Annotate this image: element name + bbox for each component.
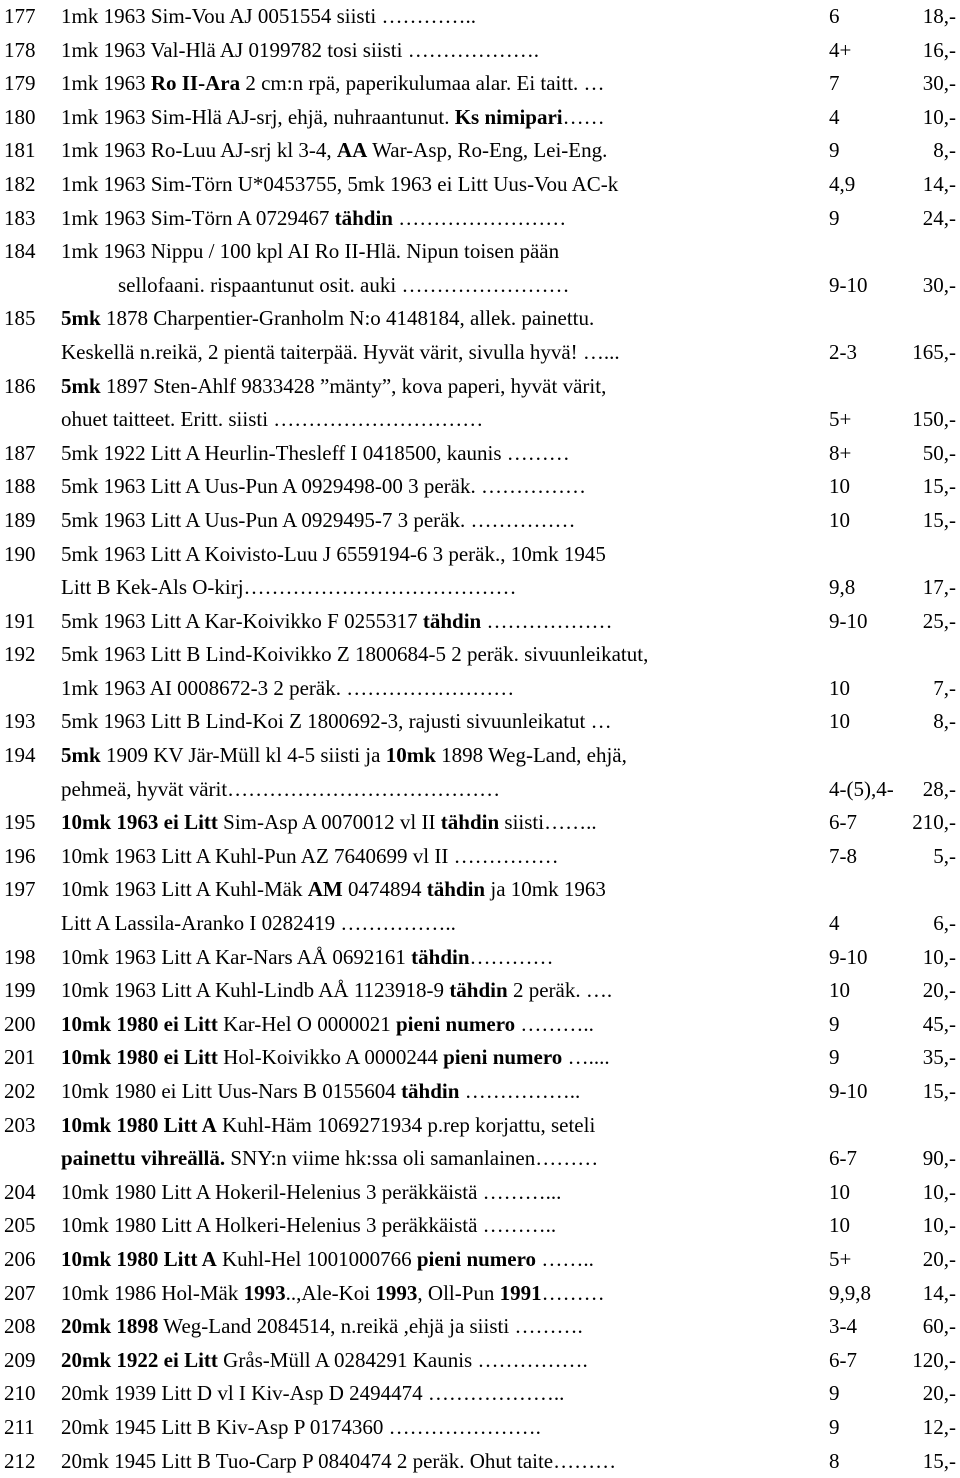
lot-description (61, 907, 456, 941)
catalog-line (0, 705, 960, 739)
price: 14,- (922, 1280, 956, 1305)
description-text: sellofaani. rispaantunut osit. auki …………………… (118, 272, 570, 297)
catalog-line (0, 1075, 960, 1109)
price: 20,- (922, 1246, 956, 1271)
condition-grade: 9 (829, 1414, 840, 1439)
condition-grade: 9 (829, 1045, 840, 1070)
catalog-line (0, 504, 960, 538)
lot-description (61, 437, 570, 471)
lot-description (61, 638, 648, 672)
condition-grade: 8+ (829, 440, 852, 465)
lot-description (61, 370, 606, 404)
catalog-line (0, 302, 960, 336)
catalog-line (0, 941, 960, 975)
description-text: 2 peräk. …. (507, 978, 613, 1003)
condition-grade: 6-7 (829, 810, 857, 835)
lot-number: 197 (4, 877, 36, 902)
condition-grade: 8 (829, 1448, 840, 1473)
description-text: 20mk 1939 Litt D vl I Kiv-Asp D 2494474 ……………….. (61, 1381, 565, 1406)
description-text: 1mk 1963 Val-Hlä AJ 0199782 tosi siisti ………………. (61, 37, 539, 62)
lot-number: 186 (4, 373, 36, 398)
description-text: …… (562, 104, 605, 129)
condition-grade: 2-3 (829, 339, 857, 364)
condition-grade: 9,8 (829, 575, 856, 600)
description-bold-text: 10mk 1980 ei Litt (61, 1011, 218, 1036)
description-text: , Oll-Pun (417, 1280, 500, 1305)
lot-number: 194 (4, 743, 36, 768)
description-text: ………… (469, 944, 554, 969)
catalog-line (0, 134, 960, 168)
description-text: Grås-Müll A 0284291 Kaunis ……………. (217, 1347, 588, 1372)
catalog-line (0, 34, 960, 68)
condition-grade: 7-8 (829, 843, 857, 868)
lot-description (61, 1142, 598, 1176)
price: 6,- (933, 911, 956, 936)
description-text: 1mk 1963 Sim-Törn A 0729467 (61, 205, 335, 230)
price: 18,- (922, 4, 956, 28)
description-bold-text: tähdin (401, 1079, 460, 1103)
lot-description (61, 1176, 561, 1210)
catalog-line (0, 370, 960, 404)
lot-description (61, 134, 607, 168)
catalog-line (0, 605, 960, 639)
description-bold-text: tähdin (449, 978, 508, 1003)
price: 10,- (922, 1213, 956, 1238)
description-text: Hol-Koivikko A 0000244 (217, 1045, 444, 1070)
price: 20,- (922, 1381, 956, 1406)
price: 90,- (922, 1146, 956, 1171)
description-bold-text: pieni numero (416, 1246, 537, 1271)
description-text: 5mk 1922 Litt A Heurlin-Thesleff I 0418500, kaunis ……… (61, 440, 570, 465)
price: 30,- (922, 272, 956, 297)
price: 15,- (922, 507, 956, 532)
condition-grade: 10 (829, 1213, 850, 1238)
price: 50,- (922, 440, 956, 465)
lot-description (61, 705, 612, 739)
lot-description (61, 302, 594, 336)
lot-description (61, 605, 612, 639)
description-bold-text: tähdin (426, 877, 486, 902)
price: 35,- (922, 1045, 956, 1070)
description-text: 5mk 1963 Litt B Lind-Koivikko Z 1800684-5 2 peräk. sivuunleikatut, (61, 642, 649, 667)
description-text: 1mk 1963 Sim-Törn U*0453755, 5mk 1963 ei Litt Uus-Vou AC-k (61, 171, 619, 196)
catalog-line (0, 974, 960, 1008)
description-bold-text: 5mk (61, 373, 101, 398)
lot-number: 192 (4, 642, 36, 667)
description-text: 1mk 1963 Nippu / 100 kpl AI Ro II-Hlä. Nipun toisen pään (61, 239, 560, 264)
lot-description (61, 1041, 610, 1075)
lot-number: 180 (4, 104, 36, 129)
lot-description (61, 336, 620, 370)
catalog-line (0, 907, 960, 941)
catalog-line (0, 1109, 960, 1143)
description-bold-text: AM (307, 877, 343, 902)
description-bold-text: 10mk 1980 Litt A (61, 1112, 217, 1137)
description-text: War-Asp, Ro-Eng, Lei-Eng. (367, 138, 608, 163)
description-bold-text: 10mk 1980 Litt A (61, 1246, 217, 1271)
description-text: 10mk 1963 Litt A Kuhl-Lindb AÅ 1123918-9 (61, 978, 450, 1003)
condition-grade: 10 (829, 675, 850, 700)
lot-description (61, 0, 476, 34)
condition-grade: 9 (829, 138, 840, 163)
condition-grade: 4+ (829, 37, 852, 62)
lot-number: 191 (4, 608, 36, 633)
lot-number: 190 (4, 541, 36, 566)
description-text: 5mk 1963 Litt A Uus-Pun A 0929498-00 3 peräk. …………… (61, 474, 586, 499)
lot-number: 202 (4, 1079, 36, 1103)
catalog-line (0, 202, 960, 236)
lot-description (61, 538, 606, 572)
description-bold-text: 10mk (385, 743, 436, 768)
price: 10,- (922, 1179, 956, 1204)
lot-number: 182 (4, 171, 36, 196)
description-text: 20mk 1945 Litt B Tuo-Carp P 0840474 2 peräk. Ohut taite……… (61, 1448, 617, 1473)
description-bold-text: 5mk (61, 743, 101, 768)
condition-grade: 5+ (829, 1246, 852, 1271)
catalog-line (0, 470, 960, 504)
description-text: ……….. (515, 1011, 594, 1036)
catalog-line (0, 336, 960, 370)
catalog-line (0, 1176, 960, 1210)
catalog-line (0, 1209, 960, 1243)
lot-description (61, 571, 517, 605)
description-bold-text: 20mk 1922 ei Litt (61, 1347, 218, 1372)
description-bold-text: pieni numero (443, 1045, 563, 1070)
lot-description (61, 1075, 580, 1109)
description-text: 10mk 1963 Litt A Kar-Nars AÅ 0692161 (61, 944, 412, 969)
lot-number: 189 (4, 507, 36, 532)
catalog-line (0, 67, 960, 101)
lot-description (61, 773, 500, 807)
description-bold-text: 10mk 1963 ei Litt (61, 810, 218, 835)
catalog-line (0, 403, 960, 437)
price: 30,- (922, 71, 956, 96)
catalog-line (0, 1344, 960, 1378)
catalog-line (0, 773, 960, 807)
lot-description (61, 806, 597, 840)
lot-number: 205 (4, 1213, 36, 1238)
description-bold-text: AA (336, 138, 368, 163)
price: 8,- (933, 138, 956, 163)
price: 45,- (922, 1011, 956, 1036)
lot-number: 198 (4, 944, 36, 969)
lot-number: 199 (4, 978, 36, 1003)
condition-grade: 9,9,8 (829, 1280, 871, 1305)
lot-description (61, 672, 514, 706)
lot-number: 210 (4, 1381, 36, 1406)
lot-number: 179 (4, 71, 36, 96)
catalog-line (0, 840, 960, 874)
catalog-line (0, 1142, 960, 1176)
condition-grade: 10 (829, 709, 850, 734)
lot-number: 212 (4, 1448, 36, 1473)
price: 210,- (912, 810, 956, 835)
description-bold-text: pieni numero (395, 1011, 516, 1036)
catalog-line (0, 672, 960, 706)
catalog-line (0, 1277, 960, 1311)
condition-grade: 9 (829, 1011, 840, 1036)
description-text: 20mk 1945 Litt B Kiv-Asp P 0174360 …………………. (61, 1414, 541, 1439)
description-text: 2 cm:n rpä, paperikulumaa alar. Ei taitt. … (240, 71, 605, 96)
description-bold-text: Ks nimipari (454, 104, 563, 129)
lot-description (61, 1310, 583, 1344)
catalog-line (0, 1008, 960, 1042)
description-text: siisti…….. (499, 810, 597, 835)
description-text: 10mk 1980 ei Litt Uus-Nars B 0155604 (61, 1079, 402, 1103)
description-text: Kuhl-Häm 1069271934 p.rep korjattu, seteli (216, 1112, 596, 1137)
description-text: ja 10mk 1963 (485, 877, 606, 902)
description-bold-text: 1993 (375, 1280, 418, 1305)
lot-number: 183 (4, 205, 36, 230)
lot-number: 187 (4, 440, 36, 465)
description-text: 10mk 1980 Litt A Holkeri-Helenius 3 peräkkäistä ……….. (61, 1213, 557, 1238)
price: 150,- (912, 407, 956, 432)
lot-description (61, 1209, 556, 1243)
lot-description (61, 1411, 541, 1445)
description-text: 1mk 1963 Sim-Hlä AJ-srj, ehjä, nuhraantunut. (61, 104, 455, 129)
price: 28,- (922, 776, 956, 801)
description-bold-text: 10mk 1980 ei Litt (61, 1045, 218, 1070)
lot-number: 203 (4, 1112, 36, 1137)
condition-grade: 4,9 (829, 171, 856, 196)
description-text: 1898 Weg-Land, ehjä, (435, 743, 627, 768)
lot-description (61, 67, 605, 101)
catalog-line (0, 1310, 960, 1344)
description-text: 10mk 1986 Hol-Mäk (61, 1280, 244, 1305)
description-bold-text: tähdin (422, 608, 482, 633)
lot-description (61, 739, 627, 773)
condition-grade: 4 (829, 104, 840, 129)
catalog-line (0, 638, 960, 672)
lot-description (61, 504, 576, 538)
lot-description (61, 168, 618, 202)
lot-description (61, 403, 483, 437)
condition-grade: 9 (829, 1381, 840, 1406)
catalog-line (0, 235, 960, 269)
condition-grade: 6-7 (829, 1347, 857, 1372)
catalog-line (0, 739, 960, 773)
description-text: 10mk 1963 Litt A Kuhl-Mäk (61, 877, 308, 902)
description-text: ……………… (481, 608, 613, 633)
lot-description (118, 269, 569, 303)
lot-number: 188 (4, 474, 36, 499)
description-text: Keskellä n.reikä, 2 pientä taiterpää. Hyvät värit, sivulla hyvä! …... (61, 339, 620, 364)
description-text: 5mk 1963 Litt A Uus-Pun A 0929495-7 3 peräk. …………… (61, 507, 576, 532)
description-text: Litt A Lassila-Aranko I 0282419 …………….. (61, 911, 456, 936)
description-text: Weg-Land 2084514, n.reikä ,ehjä ja siisti ………. (158, 1314, 583, 1339)
description-text: Kuhl-Hel 1001000766 (216, 1246, 417, 1271)
description-bold-text: tähdin (440, 810, 500, 835)
lot-description (61, 974, 612, 1008)
lot-number: 206 (4, 1246, 36, 1271)
description-bold-text: 1991 (499, 1280, 542, 1305)
price: 14,- (922, 171, 956, 196)
condition-grade: 10 (829, 1179, 850, 1204)
lot-description (61, 1277, 605, 1311)
description-text: SNY:n viime hk:ssa oli samanlainen……… (225, 1146, 599, 1171)
lot-number: 185 (4, 306, 36, 331)
description-text: , 10mk 1945 (500, 541, 606, 566)
lot-number: 178 (4, 37, 36, 62)
price: 60,- (922, 1314, 956, 1339)
condition-grade: 3-4 (829, 1314, 857, 1339)
condition-grade: 9-10 (829, 944, 868, 969)
condition-grade: 7 (829, 71, 840, 96)
price: 20,- (922, 978, 956, 1003)
catalog-line (0, 1377, 960, 1411)
lot-description (61, 235, 559, 269)
lot-number: 200 (4, 1011, 36, 1036)
description-text: 5mk 1963 Litt B Lind-Koi Z 1800692-3, rajusti sivuunleikatut … (61, 709, 612, 734)
condition-grade: 10 (829, 978, 850, 1003)
description-text: 1897 Sten-Ahlf 9833428 ”mänty”, kova paperi, hyvät värit, (100, 373, 607, 398)
description-text: 10mk 1980 Litt A Hokeril-Helenius 3 peräkkäistä ………... (61, 1179, 562, 1204)
lot-number: 181 (4, 138, 36, 163)
price: 16,- (922, 37, 956, 62)
description-bold-text: 5mk (61, 306, 101, 331)
price: 24,- (922, 205, 956, 230)
condition-grade: 6 (829, 4, 840, 28)
catalog-line (0, 538, 960, 572)
price: 165,- (912, 339, 956, 364)
description-text: ….... (562, 1045, 610, 1070)
price: 10,- (922, 944, 956, 969)
catalog-line (0, 873, 960, 907)
description-text: pehmeä, hyvät värit………………………………… (61, 776, 501, 801)
lot-description (61, 1243, 594, 1277)
description-text: Litt B Kek-Als O-kirj………………………………… (61, 575, 517, 600)
price: 120,- (912, 1347, 956, 1372)
description-text: ohuet taitteet. Eritt. siisti ………………………… (61, 407, 484, 432)
description-bold-text: 1993 (243, 1280, 286, 1305)
description-bold-text: 20mk 1898 (61, 1314, 159, 1339)
description-bold-text: Ro II-Ara (150, 71, 241, 96)
lot-description (61, 1344, 588, 1378)
lot-number: 207 (4, 1280, 36, 1305)
description-text: 0474894 (342, 877, 427, 902)
catalog-line (0, 806, 960, 840)
catalog-line (0, 1041, 960, 1075)
lot-description (61, 470, 586, 504)
lot-number: 204 (4, 1179, 36, 1204)
catalog-line (0, 0, 960, 34)
price: 15,- (922, 1079, 956, 1103)
description-text: 1mk 1963 Ro-Luu AJ-srj kl 3-4, (61, 138, 337, 163)
lot-description (61, 202, 566, 236)
lot-number: 177 (4, 4, 36, 28)
description-text: 5mk 1963 Litt A Kar-Koivikko F 0255317 (61, 608, 423, 633)
price: 7,- (933, 675, 956, 700)
lot-number: 193 (4, 709, 36, 734)
lot-number: 195 (4, 810, 36, 835)
description-text: …………….. (459, 1079, 581, 1103)
condition-grade: 9 (829, 205, 840, 230)
catalog-line (0, 1411, 960, 1445)
lot-description (61, 941, 554, 975)
lot-description (61, 1008, 594, 1042)
description-text: 1mk 1963 (61, 71, 151, 96)
description-text: …….. (536, 1246, 594, 1271)
price: 12,- (922, 1414, 956, 1439)
lot-number: 184 (4, 239, 36, 264)
lot-number: 209 (4, 1347, 36, 1372)
lot-description (61, 840, 559, 874)
price: 8,- (933, 709, 956, 734)
condition-grade: 10 (829, 474, 850, 499)
description-text: 5mk 1963 Litt A Koivisto-Luu J 6559194-6 3 peräk. (61, 541, 501, 566)
price: 15,- (922, 474, 956, 499)
price: 17,- (922, 575, 956, 600)
catalog-line (0, 437, 960, 471)
condition-grade: 9-10 (829, 272, 868, 297)
description-bold-text: painettu vihreällä. (61, 1146, 226, 1171)
condition-grade: 5+ (829, 407, 852, 432)
lot-description (61, 1445, 616, 1478)
description-text: 1mk 1963 Sim-Vou AJ 0051554 siisti ………….. (61, 4, 476, 28)
description-text: ..,Ale-Koi (285, 1280, 376, 1305)
lot-description (61, 873, 606, 907)
price: 5,- (933, 843, 956, 868)
description-bold-text: tähdin (411, 944, 470, 969)
description-bold-text: tähdin (334, 205, 393, 230)
catalog-line (0, 1243, 960, 1277)
catalog-line (0, 571, 960, 605)
description-text: ……… (541, 1280, 605, 1305)
lot-description (61, 1377, 564, 1411)
catalog-line (0, 168, 960, 202)
condition-grade: 6-7 (829, 1146, 857, 1171)
description-text: 1mk 1963 AI 0008672-3 2 peräk. …………………… (61, 675, 515, 700)
lot-number: 211 (4, 1414, 35, 1439)
catalog-line (0, 1445, 960, 1478)
lot-description (61, 34, 539, 68)
condition-grade: 9-10 (829, 608, 868, 633)
description-text: …………………… (392, 205, 567, 230)
catalog-line (0, 101, 960, 135)
description-text: 1909 KV Jär-Müll kl 4-5 siisti ja (100, 743, 386, 768)
catalog-line (0, 269, 960, 303)
lot-description (61, 1109, 595, 1143)
price: 25,- (922, 608, 956, 633)
description-text: Sim-Asp A 0070012 vl II (217, 810, 441, 835)
description-text: 1878 Charpentier-Granholm N:o 4148184, allek. painettu. (100, 306, 595, 331)
lot-number: 196 (4, 843, 36, 868)
price: 10,- (922, 104, 956, 129)
lot-number: 201 (4, 1045, 36, 1070)
condition-grade: 4 (829, 911, 840, 936)
condition-grade: 9-10 (829, 1079, 868, 1103)
description-text: Kar-Hel O 0000021 (217, 1011, 396, 1036)
price: 15,- (922, 1448, 956, 1473)
condition-grade: 4-(5),4- (829, 776, 894, 801)
lot-number: 208 (4, 1314, 36, 1339)
condition-grade: 10 (829, 507, 850, 532)
lot-description (61, 101, 605, 135)
description-text: 10mk 1963 Litt A Kuhl-Pun AZ 7640699 vl II …………… (61, 843, 559, 868)
